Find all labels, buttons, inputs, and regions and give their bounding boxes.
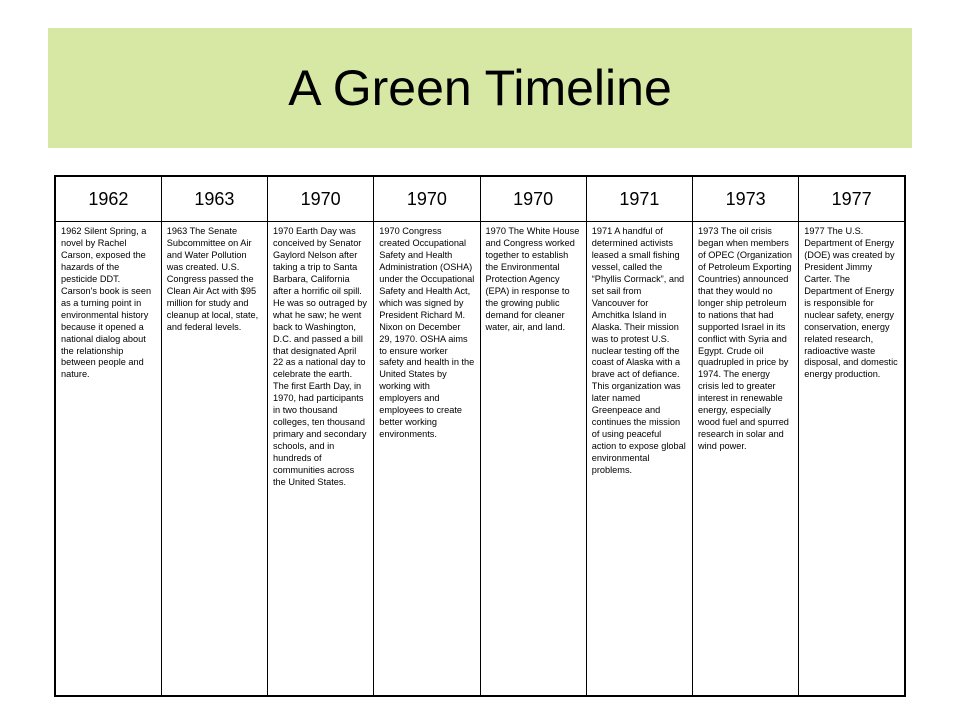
event-cell: 1970 Congress created Occupational Safety and Health Administration (OSHA) under the Occupational Safety and Health Act, which was signed by President Richard M. Nixon on December 29, 1970. OSHA aims to ensure worker safety and health in the United States by working with employers and employees to create better working environments. [374,222,480,697]
header-cell: 1970 [480,176,586,222]
header-cell: 1970 [268,176,374,222]
event-cell: 1971 A handful of determined activists leased a small fishing vessel, called the “Phyllis Cormack”, and set sail from Vancouver for Amchitka Island in Alaska. Their mission was to protest U.S. nuclear testing off the coast of Alaska with a brave act of defiance. This organization was later named Greenpeace and continues the mission of using peaceful action to expose global environmental problems. [586,222,692,697]
event-cell: 1970 The White House and Congress worked together to establish the Environmental Protection Agency (EPA) in response to the growing public demand for cleaner water, air, and land. [480,222,586,697]
table-row [55,222,905,697]
title-banner [48,28,912,148]
header-cell: 1971 [586,176,692,222]
event-cell: 1973 The oil crisis began when members of OPEC (Organization of Petroleum Exporting Countries) announced that they would no longer ship petroleum to nations that had supported Israel in its conflict with Syria and Egypt. Crude oil quadrupled in price by 1974. The energy crisis led to greater interest in renewable energy, especially wood fuel and spurred research in solar and wind power. [693,222,799,697]
header-cell: 1970 [374,176,480,222]
event-cell: 1977 The U.S. Department of Energy (DOE) was created by President Jimmy Carter. The Department of Energy is responsible for nuclear safety, energy conservation, energy related research, radioactive waste disposal, and domestic energy production. [799,222,905,697]
event-cell: 1962 Silent Spring, a novel by Rachel Carson, exposed the hazards of the pesticide DDT. Carson's book is seen as a turning point in environmental history because it opened a national dialog about the relationship between people and nature. [55,222,161,697]
slide-title: A Green Timeline [288,60,672,116]
event-cell: 1970 Earth Day was conceived by Senator Gaylord Nelson after taking a trip to Santa Barbara, California after a horrific oil spill. He was so outraged by what he saw; he went back to Washington, D.C. and passed a bill that designated April 22 as a national day to celebrate the earth. The first Earth Day, in 1970, had participants in two thousand colleges, ten thousand primary and secondary schools, and in hundreds of communities across the United States. [268,222,374,697]
header-cell: 1962 [55,176,161,222]
header-cell: 1973 [693,176,799,222]
event-cell: 1963 The Senate Subcommittee on Air and Water Pollution was created. U.S. Congress passed the Clean Air Act with $95 million for study and cleanup at local, state, and federal levels. [161,222,267,697]
header-row [55,176,905,222]
header-cell: 1977 [799,176,905,222]
header-cell: 1963 [161,176,267,222]
timeline-table [54,175,906,697]
